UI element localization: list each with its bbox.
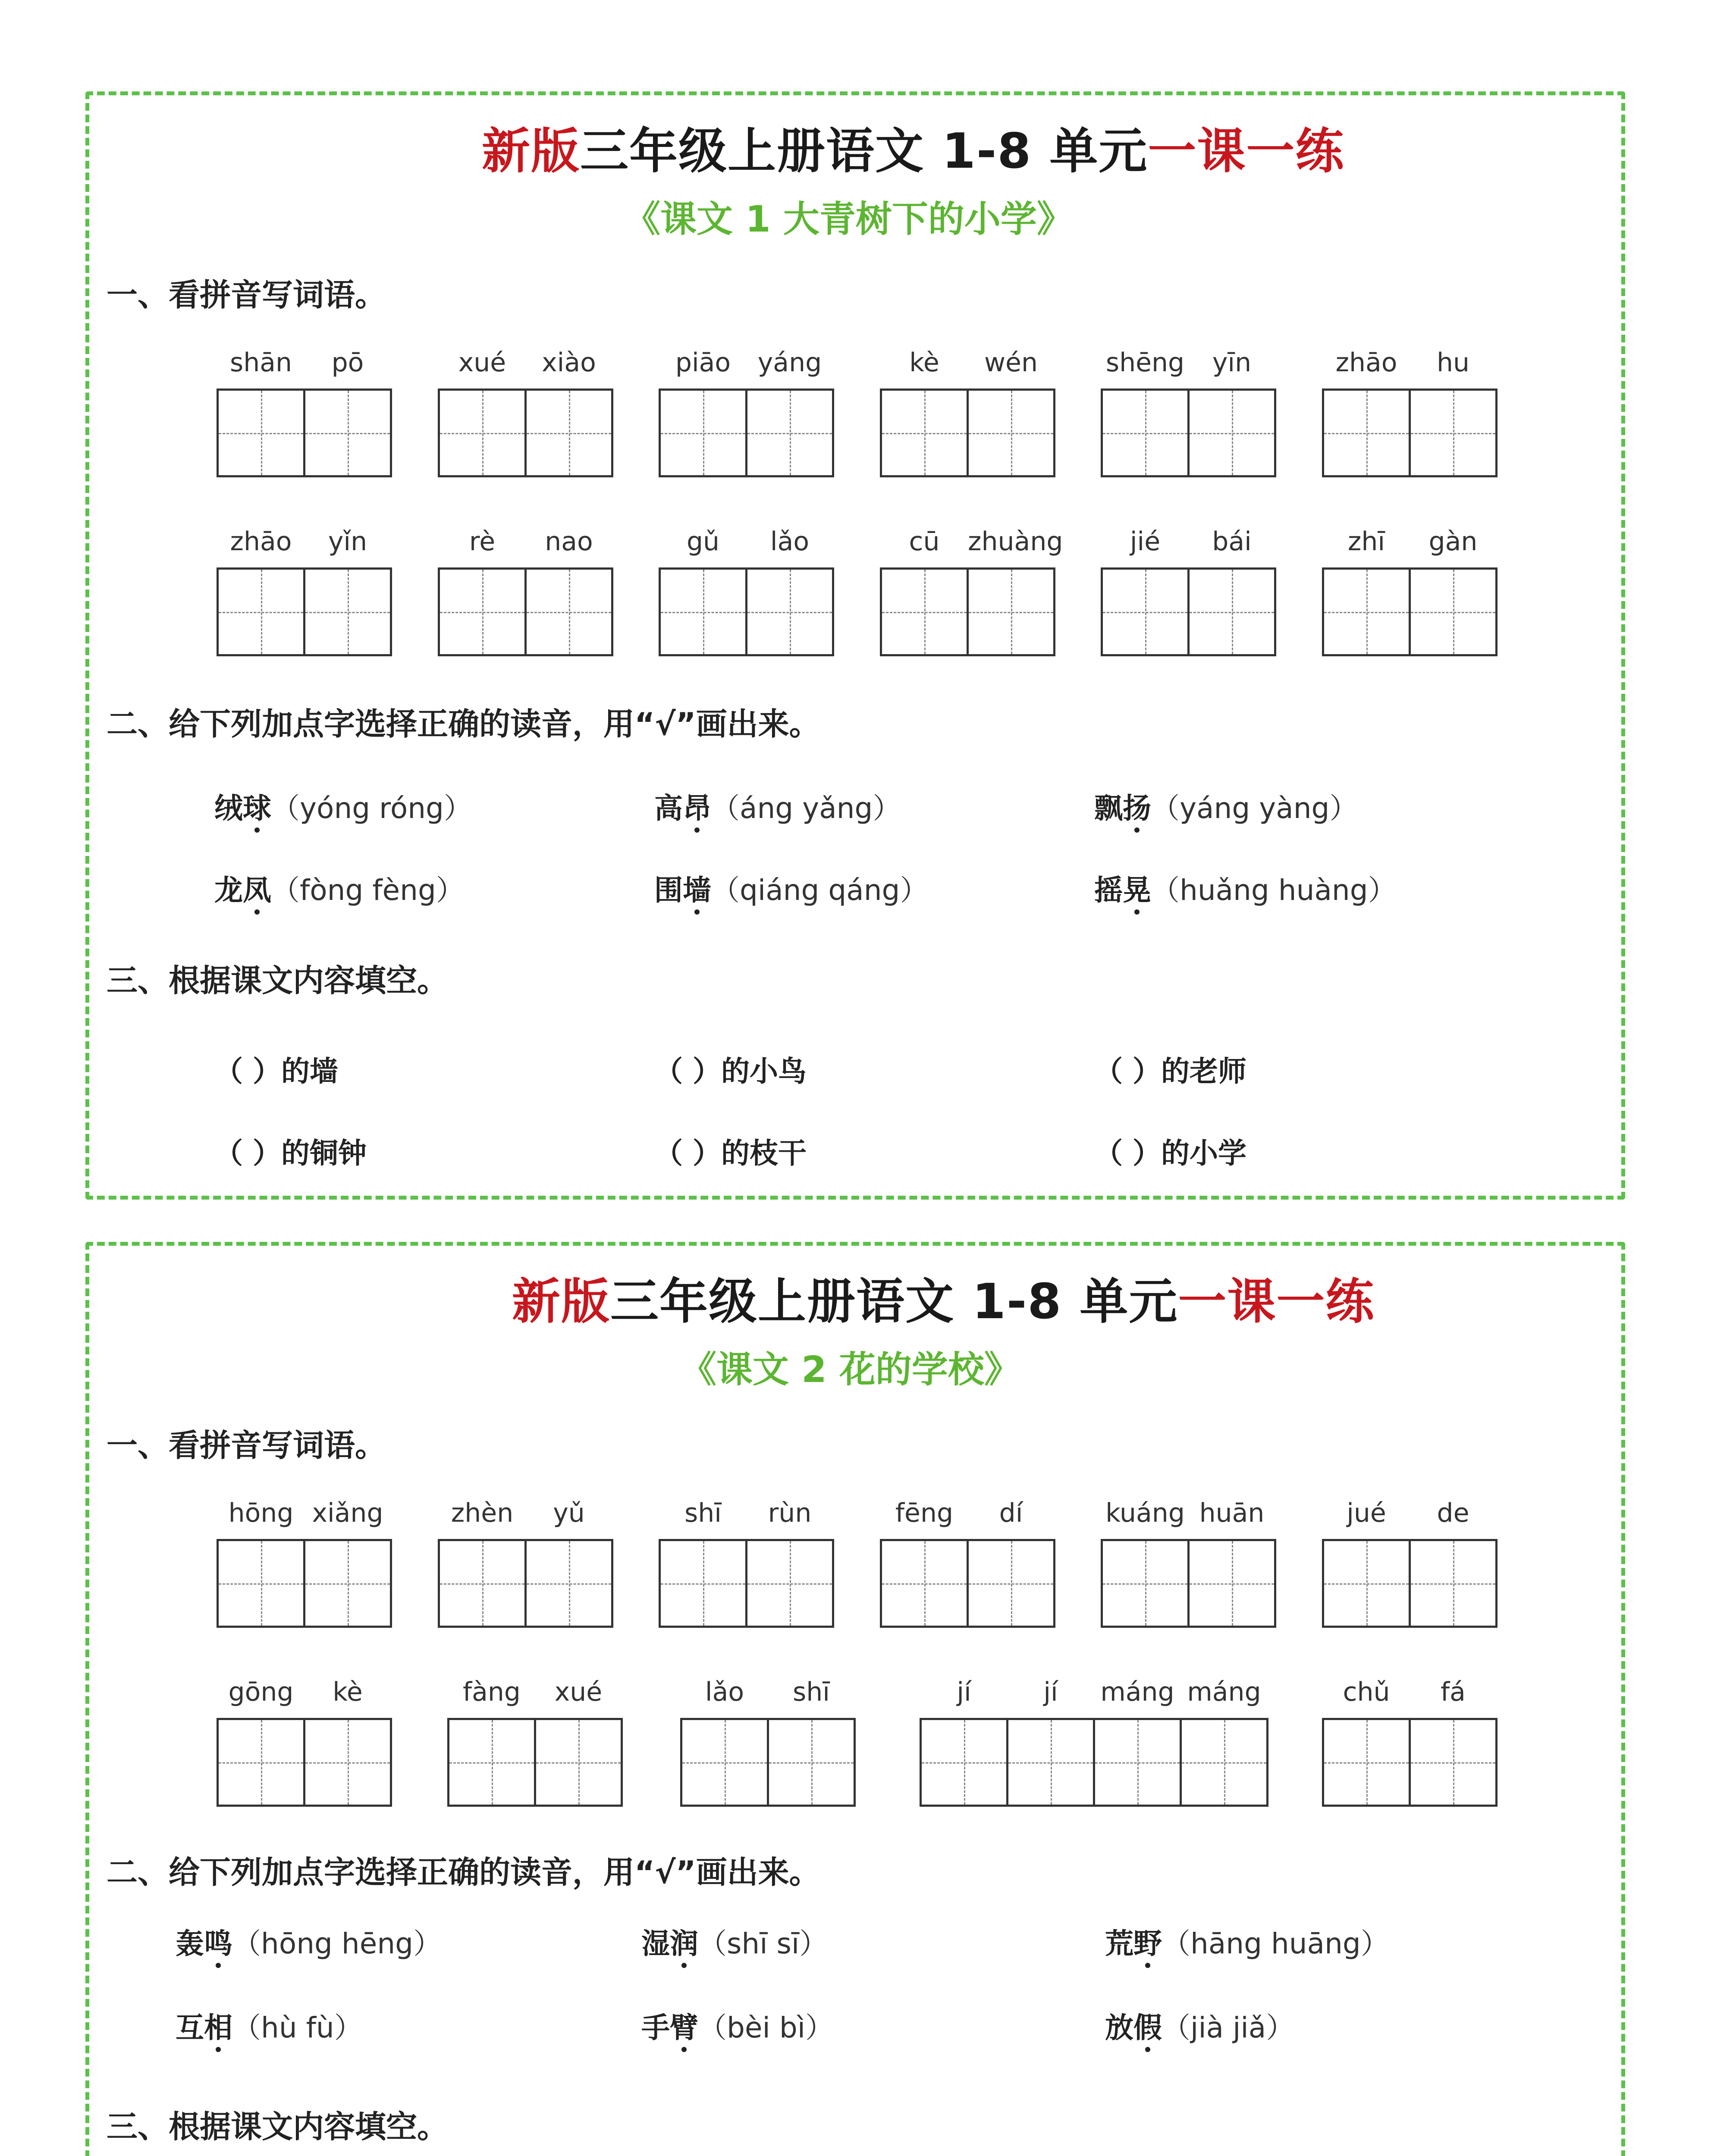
l1-row1-writing-grid bbox=[1101, 389, 1274, 477]
word-char: 高 bbox=[654, 792, 683, 825]
lesson-2-title: 新版三年级上册语文 1-8 单元一课一练 bbox=[512, 1274, 1375, 1330]
l1-row2-pinyin: lǎo bbox=[770, 526, 810, 557]
writing-cell[interactable] bbox=[524, 389, 613, 477]
dotted-char: 鸣 bbox=[204, 1927, 232, 1960]
lesson-1-section-2: 二、给下列加点字选择正确的读音，用“√”画出来。 bbox=[107, 706, 820, 742]
pinyin-options[interactable]: （hù fù） bbox=[232, 2011, 363, 2044]
l1-row1-writing-grid bbox=[217, 389, 390, 477]
writing-cell[interactable] bbox=[967, 1539, 1055, 1628]
word-char: 手 bbox=[641, 2011, 670, 2044]
dotted-char: 相 bbox=[204, 2011, 232, 2044]
dotted-char: 昂 bbox=[683, 792, 711, 825]
word-char: 绒 bbox=[214, 792, 243, 825]
fill-blank-1[interactable]: （ ）的墙 bbox=[214, 1055, 338, 1088]
lesson-2-section-3: 三、根据课文内容填空。 bbox=[107, 2109, 449, 2145]
l2-row1-pinyin: huān bbox=[1199, 1498, 1265, 1528]
writing-cell[interactable] bbox=[1187, 389, 1276, 477]
writing-cell[interactable] bbox=[217, 567, 305, 656]
lesson-1-subtitle: 《课文 1 大青树下的小学》 bbox=[624, 198, 1073, 240]
pinyin-options[interactable]: （hōng hēng） bbox=[232, 1927, 442, 1960]
l2-row1-pinyin: dí bbox=[999, 1498, 1023, 1528]
l2-row2-pinyin: fàng bbox=[462, 1677, 521, 1707]
l2-row2-writing-grid bbox=[920, 1718, 1266, 1807]
lesson-2-section-2: 二、给下列加点字选择正确的读音，用“√”画出来。 bbox=[107, 1854, 820, 1890]
l1-row2-pinyin: jié bbox=[1130, 526, 1161, 557]
l1-choice-item[interactable] bbox=[1094, 785, 1358, 826]
writing-cell[interactable] bbox=[303, 389, 392, 477]
word-char: 围 bbox=[654, 874, 683, 907]
writing-cell[interactable] bbox=[745, 389, 834, 477]
l1-row2-pinyin: cū bbox=[909, 526, 940, 557]
l1-row1-pinyin: shēng bbox=[1105, 348, 1185, 378]
writing-cell[interactable] bbox=[217, 1718, 305, 1807]
lesson-1-section-1: 一、看拼音写词语。 bbox=[107, 277, 386, 313]
l2-row2-pinyin: jí bbox=[957, 1677, 971, 1707]
lesson-1-panel bbox=[85, 91, 1625, 1200]
word-char: 荒 bbox=[1105, 1927, 1133, 1960]
writing-cell[interactable] bbox=[303, 1718, 392, 1807]
l1-row2-writing-grid bbox=[1101, 567, 1274, 656]
l2-row1-pinyin: de bbox=[1437, 1498, 1469, 1528]
l1-row2-pinyin: gàn bbox=[1428, 526, 1478, 557]
writing-cell[interactable] bbox=[1187, 567, 1276, 656]
pinyin-options[interactable]: （bèi bì） bbox=[698, 2011, 834, 2044]
l2-row1-pinyin: shī bbox=[684, 1498, 722, 1528]
l2-choice-item[interactable] bbox=[176, 2005, 363, 2046]
l2-row2-writing-grid bbox=[447, 1718, 621, 1807]
writing-cell[interactable] bbox=[1409, 1718, 1498, 1807]
writing-cell[interactable] bbox=[1322, 1718, 1411, 1807]
word-char: 飘 bbox=[1094, 792, 1123, 825]
l1-row1-pinyin: xué bbox=[458, 348, 506, 378]
dotted-char: 墙 bbox=[683, 874, 711, 907]
writing-cell[interactable] bbox=[1180, 1718, 1268, 1807]
l2-row1-writing-grid bbox=[438, 1539, 611, 1628]
l1-row1-pinyin: pō bbox=[331, 348, 364, 378]
l2-row1-pinyin: fēng bbox=[895, 1498, 954, 1528]
l1-choice-item[interactable] bbox=[654, 785, 901, 826]
writing-cell[interactable] bbox=[745, 567, 834, 656]
l1-row1-pinyin: shān bbox=[229, 348, 292, 378]
dotted-char: 润 bbox=[670, 1927, 698, 1960]
writing-cell[interactable] bbox=[659, 389, 747, 477]
lesson-2-subtitle: 《课文 2 花的学校》 bbox=[680, 1348, 1020, 1391]
lesson-1-section-3: 三、根据课文内容填空。 bbox=[107, 962, 449, 999]
l2-row2-writing-grid bbox=[680, 1718, 854, 1807]
l2-row1-pinyin: rùn bbox=[768, 1498, 812, 1528]
word-char: 轰 bbox=[176, 1927, 204, 1960]
dotted-char: 球 bbox=[243, 792, 271, 825]
l2-row1-writing-grid bbox=[1101, 1539, 1274, 1628]
pinyin-options[interactable]: （shī sī） bbox=[698, 1927, 828, 1960]
l1-row1-writing-grid bbox=[659, 389, 832, 477]
writing-cell[interactable] bbox=[920, 1718, 1008, 1807]
word-char: 龙 bbox=[214, 874, 243, 907]
pinyin-options[interactable]: （yóng róng） bbox=[271, 792, 472, 825]
fill-blank-2[interactable]: （ ）的小鸟 bbox=[654, 1055, 807, 1088]
l2-row2-pinyin: kè bbox=[333, 1677, 363, 1707]
pinyin-options[interactable]: （hāng huāng） bbox=[1162, 1927, 1389, 1960]
writing-cell[interactable] bbox=[880, 389, 969, 477]
writing-cell[interactable] bbox=[1322, 389, 1411, 477]
dotted-char: 臂 bbox=[670, 2011, 698, 2044]
pinyin-options[interactable]: （áng yǎng） bbox=[711, 792, 901, 825]
fill-blank-4[interactable]: （ ）的铜钟 bbox=[214, 1137, 367, 1170]
l1-row2-pinyin: gǔ bbox=[686, 526, 720, 557]
writing-cell[interactable] bbox=[880, 567, 969, 656]
fill-blank-5[interactable]: （ ）的枝干 bbox=[654, 1137, 807, 1170]
l2-row2-pinyin: fá bbox=[1441, 1677, 1466, 1707]
writing-cell[interactable] bbox=[438, 1539, 527, 1628]
l2-row2-pinyin: chǔ bbox=[1343, 1677, 1390, 1707]
l2-row2-pinyin: gōng bbox=[228, 1677, 294, 1707]
l2-row2-pinyin: jí bbox=[1043, 1677, 1058, 1707]
l2-row1-writing-grid bbox=[659, 1539, 832, 1628]
l1-row1-writing-grid bbox=[438, 389, 611, 477]
writing-cell[interactable] bbox=[217, 389, 305, 477]
lesson-1-title: 新版三年级上册语文 1-8 单元一课一练 bbox=[482, 123, 1345, 179]
l2-row2-writing-grid bbox=[217, 1718, 390, 1807]
writing-cell[interactable] bbox=[659, 567, 747, 656]
writing-cell[interactable] bbox=[438, 389, 527, 477]
word-char: 放 bbox=[1105, 2011, 1133, 2044]
l1-row1-pinyin: piāo bbox=[675, 348, 731, 378]
writing-cell[interactable] bbox=[1101, 389, 1190, 477]
writing-cell[interactable] bbox=[745, 1539, 834, 1628]
l1-row2-writing-grid bbox=[880, 567, 1053, 656]
l1-row2-writing-grid bbox=[659, 567, 832, 656]
l2-choice-item[interactable] bbox=[1105, 1921, 1389, 1962]
writing-cell[interactable] bbox=[1322, 567, 1411, 656]
l2-row1-writing-grid bbox=[880, 1539, 1053, 1628]
writing-cell[interactable] bbox=[680, 1718, 769, 1807]
l1-row1-pinyin: kè bbox=[909, 348, 939, 378]
l1-row1-writing-grid bbox=[880, 389, 1053, 477]
l1-row2-writing-grid bbox=[217, 567, 390, 656]
writing-cell[interactable] bbox=[438, 567, 527, 656]
writing-cell[interactable] bbox=[967, 389, 1055, 477]
writing-cell[interactable] bbox=[1093, 1718, 1182, 1807]
pinyin-options[interactable]: （qiáng qáng） bbox=[711, 874, 929, 907]
dotted-char: 假 bbox=[1133, 2011, 1162, 2044]
l1-row2-pinyin: nao bbox=[545, 526, 593, 557]
l2-choice-item[interactable] bbox=[1105, 2005, 1294, 2046]
writing-cell[interactable] bbox=[967, 567, 1055, 656]
l2-choice-item[interactable] bbox=[176, 1921, 442, 1962]
l2-row1-pinyin: xiǎng bbox=[312, 1498, 383, 1528]
l2-row1-pinyin: kuáng bbox=[1105, 1498, 1185, 1528]
l1-row1-pinyin: yáng bbox=[757, 348, 822, 378]
l1-row1-writing-grid bbox=[1322, 389, 1495, 477]
dotted-char: 凤 bbox=[243, 874, 271, 907]
dotted-char: 野 bbox=[1133, 1927, 1162, 1960]
writing-cell[interactable] bbox=[659, 1539, 747, 1628]
writing-cell[interactable] bbox=[303, 1539, 392, 1628]
writing-cell[interactable] bbox=[1322, 1539, 1411, 1628]
writing-cell[interactable] bbox=[1187, 1539, 1276, 1628]
l2-row2-pinyin: máng bbox=[1100, 1677, 1174, 1707]
word-char: 摇 bbox=[1094, 874, 1123, 907]
l2-choice-item[interactable] bbox=[641, 2005, 834, 2046]
l1-row2-pinyin: yǐn bbox=[328, 526, 367, 557]
l2-choice-item[interactable] bbox=[641, 1921, 828, 1962]
l1-row1-pinyin: hu bbox=[1436, 348, 1470, 378]
lesson-2-panel bbox=[85, 1242, 1625, 2156]
writing-cell[interactable] bbox=[447, 1718, 536, 1807]
l2-row2-pinyin: máng bbox=[1187, 1677, 1261, 1707]
fill-blank-3[interactable]: （ ）的老师 bbox=[1094, 1055, 1246, 1088]
writing-cell[interactable] bbox=[1101, 1539, 1190, 1628]
l2-row1-pinyin: hōng bbox=[228, 1498, 294, 1528]
l2-row2-pinyin: lǎo bbox=[705, 1677, 744, 1707]
l1-row2-pinyin: zhāo bbox=[230, 526, 292, 557]
dotted-char: 扬 bbox=[1123, 792, 1151, 825]
l1-row1-pinyin: zhāo bbox=[1335, 348, 1397, 378]
l2-row1-writing-grid bbox=[1322, 1539, 1495, 1628]
fill-blank-6[interactable]: （ ）的小学 bbox=[1094, 1137, 1246, 1170]
writing-cell[interactable] bbox=[524, 567, 613, 656]
word-char: 互 bbox=[176, 2011, 204, 2044]
l2-row1-pinyin: zhèn bbox=[451, 1498, 514, 1528]
l1-choice-item[interactable] bbox=[214, 785, 472, 826]
l1-row1-pinyin: yīn bbox=[1212, 348, 1252, 378]
writing-cell[interactable] bbox=[1409, 389, 1498, 477]
writing-cell[interactable] bbox=[880, 1539, 969, 1628]
l1-row1-pinyin: xiào bbox=[542, 348, 596, 378]
l2-row1-pinyin: yǔ bbox=[553, 1498, 585, 1528]
l1-row2-pinyin: bái bbox=[1212, 526, 1252, 557]
writing-cell[interactable] bbox=[534, 1718, 623, 1807]
l1-row2-writing-grid bbox=[438, 567, 611, 656]
l2-row2-writing-grid bbox=[1322, 1718, 1495, 1807]
pinyin-options[interactable]: （fòng fèng） bbox=[271, 874, 465, 907]
lesson-2-section-1: 一、看拼音写词语。 bbox=[107, 1427, 386, 1463]
l1-row2-pinyin: zhī bbox=[1347, 526, 1385, 557]
l2-row2-pinyin: shī bbox=[793, 1677, 830, 1707]
l2-row2-pinyin: xué bbox=[554, 1677, 603, 1707]
writing-cell[interactable] bbox=[1409, 567, 1498, 656]
l1-choice-item[interactable] bbox=[1094, 867, 1397, 908]
l2-row1-pinyin: jué bbox=[1347, 1498, 1386, 1528]
l1-row2-pinyin: rè bbox=[469, 526, 496, 557]
writing-cell[interactable] bbox=[217, 1539, 305, 1628]
l1-choice-item[interactable] bbox=[214, 867, 465, 908]
pinyin-options[interactable]: （huǎng huàng） bbox=[1151, 874, 1397, 907]
writing-cell[interactable] bbox=[1409, 1539, 1498, 1628]
l1-row2-writing-grid bbox=[1322, 567, 1495, 656]
dotted-char: 晃 bbox=[1123, 874, 1151, 907]
writing-cell[interactable] bbox=[767, 1718, 856, 1807]
l2-row1-writing-grid bbox=[217, 1539, 390, 1628]
writing-cell[interactable] bbox=[1006, 1718, 1095, 1807]
writing-cell[interactable] bbox=[1101, 567, 1190, 656]
l1-row1-pinyin: wén bbox=[984, 348, 1038, 378]
l1-row2-pinyin: zhuàng bbox=[968, 526, 1063, 557]
writing-cell[interactable] bbox=[524, 1539, 613, 1628]
pinyin-options[interactable]: （jià jiǎ） bbox=[1162, 2011, 1295, 2044]
pinyin-options[interactable]: （yáng yàng） bbox=[1151, 792, 1358, 825]
l1-choice-item[interactable] bbox=[654, 867, 928, 908]
word-char: 湿 bbox=[641, 1927, 670, 1960]
writing-cell[interactable] bbox=[303, 567, 392, 656]
